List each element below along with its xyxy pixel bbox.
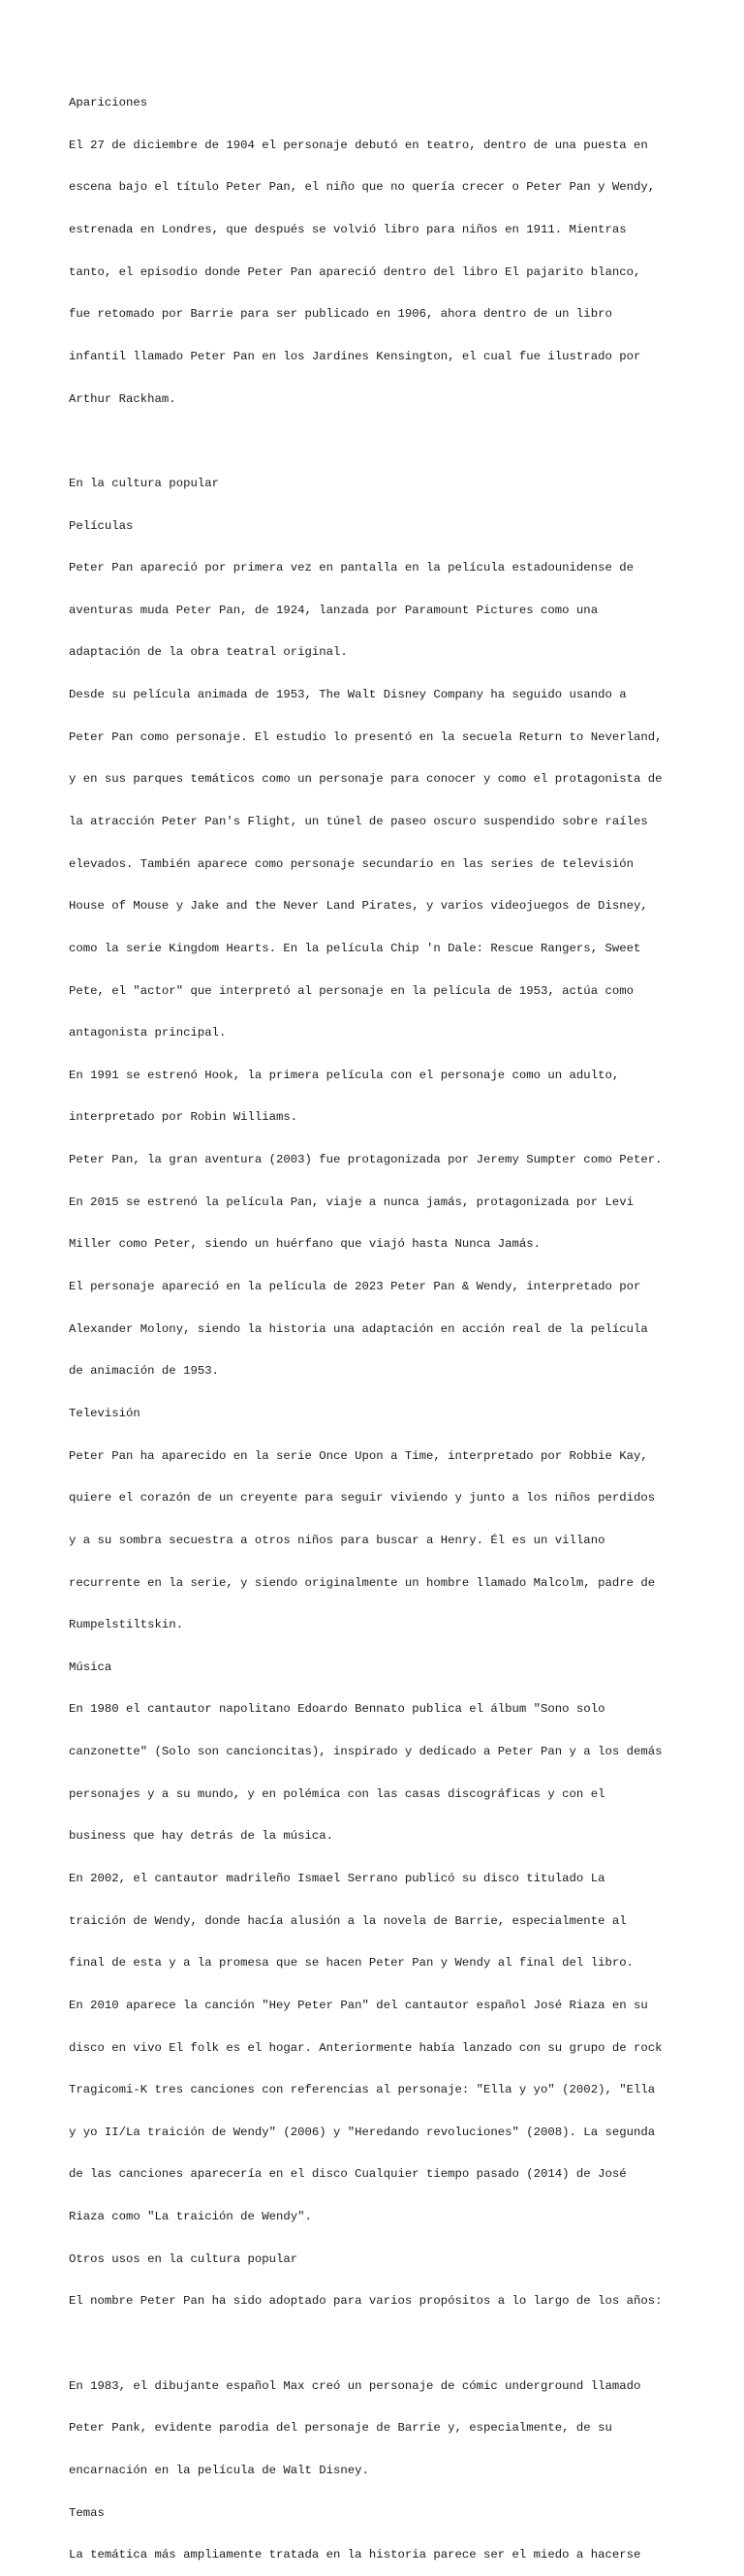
text-line: En 2010 aparece la canción "Hey Peter Pan" del cantautor español José Riaza en su bbox=[69, 1998, 648, 2012]
section-heading: Apariciones bbox=[69, 96, 148, 110]
text-line: Tragicomi-K tres canciones con referencias al personaje: "Ella y yo" (2002), "Ella bbox=[69, 2083, 656, 2097]
text-line: la atracción Peter Pan's Flight, un túnel de paseo oscuro suspendido sobre raíles bbox=[69, 814, 648, 828]
subsection-heading: Música bbox=[69, 1660, 112, 1674]
text-line: personajes y a su mundo, y en polémica con las casas discográficas y con el bbox=[69, 1786, 605, 1801]
section-heading: En la cultura popular bbox=[69, 476, 219, 490]
text-line: En 1980 el cantautor napolitano Edoardo Bennato publica el álbum "Sono solo bbox=[69, 1702, 605, 1717]
text-line: recurrente en la serie, y siendo originalmente un hombre llamado Malcolm, padre de bbox=[69, 1575, 656, 1590]
blank-line bbox=[69, 2337, 737, 2351]
blank-line bbox=[69, 434, 737, 449]
text-line: House of Mouse y Jake and the Never Land Pirates, y varios videojuegos de Disney, bbox=[69, 899, 648, 914]
text-line: fue retomado por Barrie para ser publicado en 1906, ahora dentro de un libro bbox=[69, 307, 612, 322]
text-line: Desde su película animada de 1953, The Walt Disney Company ha seguido usando a bbox=[69, 688, 627, 702]
text-line: Peter Pan apareció por primera vez en pantalla en la película estadounidense de bbox=[69, 561, 634, 575]
text-line: y a su sombra secuestra a otros niños para buscar a Henry. Él es un villano bbox=[69, 1533, 605, 1547]
text-line: disco en vivo El folk es el hogar. Anteriormente había lanzado con su grupo de rock bbox=[69, 2040, 663, 2055]
text-line: interpretado por Robin Williams. bbox=[69, 1110, 298, 1125]
text-line: antagonista principal. bbox=[69, 1026, 227, 1040]
subsection-heading: Películas bbox=[69, 518, 134, 533]
text-line: como la serie Kingdom Hearts. En la película Chip 'n Dale: Rescue Rangers, Sweet bbox=[69, 941, 641, 955]
text-line: Pete, el "actor" que interpretó al personaje en la película de 1953, actúa como bbox=[69, 983, 634, 998]
text-line: elevados. También aparece como personaje secundario en las series de televisión bbox=[69, 856, 634, 871]
text-line: Miller como Peter, siendo un huérfano que viajó hasta Nunca Jamás. bbox=[69, 1237, 542, 1252]
text-line: aventuras muda Peter Pan, de 1924, lanzada por Paramount Pictures como una bbox=[69, 603, 599, 617]
text-line: Rumpelstiltskin. bbox=[69, 1618, 184, 1632]
subsection-heading: Televisión bbox=[69, 1406, 140, 1420]
text-line: En 2015 se estrenó la película Pan, viaje a nunca jamás, protagonizada por Levi bbox=[69, 1195, 634, 1209]
section-heading: Temas bbox=[69, 2505, 105, 2520]
text-line: de las canciones aparecería en el disco Cualquier tiempo pasado (2014) de José bbox=[69, 2167, 627, 2182]
text-line: Peter Pan, la gran aventura (2003) fue protagonizada por Jeremy Sumpter como Peter. bbox=[69, 1153, 663, 1167]
text-line: encarnación en la película de Walt Disney. bbox=[69, 2463, 369, 2477]
text-line: y en sus parques temáticos como un personaje para conocer y como el protagonista de bbox=[69, 772, 663, 787]
text-line: y yo II/La traición de Wendy" (2006) y "Heredando revoluciones" (2008). La segunda bbox=[69, 2125, 656, 2139]
text-line: En 2002, el cantautor madrileño Ismael Serrano publicó su disco titulado La bbox=[69, 1872, 605, 1885]
text-line: infantil llamado Peter Pan en los Jardines Kensington, el cual fue ilustrado por bbox=[69, 349, 641, 363]
text-line: Peter Pank, evidente parodia del personaje de Barrie y, especialmente, de su bbox=[69, 2421, 612, 2436]
text-line: En 1991 se estrenó Hook, la primera película con el personaje como un adulto, bbox=[69, 1068, 620, 1082]
text-line: escena bajo el título Peter Pan, el niño que no quería crecer o Peter Pan y Wendy, bbox=[69, 180, 656, 195]
text-line: business que hay detrás de la música. bbox=[69, 1829, 334, 1844]
text-line: canzonette" (Solo son cancioncitas), inspirado y dedicado a Peter Pan y a los demás bbox=[69, 1745, 663, 1759]
document-body bbox=[69, 68, 737, 2576]
text-line: Alexander Molony, siendo la historia una adaptación en acción real de la película bbox=[69, 1321, 648, 1336]
text-line: traición de Wendy, donde hacía alusión a la novela de Barrie, especialmente al bbox=[69, 1913, 627, 1928]
text-line: En 1983, el dibujante español Max creó un personaje de cómic underground llamado bbox=[69, 2378, 641, 2393]
text-line: El nombre Peter Pan ha sido adoptado para varios propósitos a lo largo de los años: bbox=[69, 2294, 663, 2309]
text-line: Arthur Rackham. bbox=[69, 391, 176, 406]
text-line: Peter Pan ha aparecido en la serie Once Upon a Time, interpretado por Robbie Kay, bbox=[69, 1448, 648, 1463]
text-line: Riaza como "La traición de Wendy". bbox=[69, 2210, 312, 2224]
text-line: final de esta y a la promesa que se hacen Peter Pan y Wendy al final del libro. bbox=[69, 1956, 634, 1971]
text-line: El personaje apareció en la película de 2023 Peter Pan & Wendy, interpretado por bbox=[69, 1280, 641, 1294]
text-line: Peter Pan como personaje. El estudio lo presentó en la secuela Return to Neverland, bbox=[69, 729, 663, 744]
text-line: adaptación de la obra teatral original. bbox=[69, 645, 348, 660]
text-line: tanto, el episodio donde Peter Pan apareció dentro del libro El pajarito blanco, bbox=[69, 264, 641, 279]
text-line: estrenada en Londres, que después se volvió libro para niños en 1911. Mientras bbox=[69, 223, 627, 237]
text-line: quiere el corazón de un creyente para seguir viviendo y junto a los niños perdidos bbox=[69, 1491, 656, 1505]
text-line: La temática más ampliamente tratada en la historia parece ser el miedo a hacerse bbox=[69, 2548, 641, 2562]
text-line: de animación de 1953. bbox=[69, 1364, 219, 1379]
subsection-heading: Otros usos en la cultura popular bbox=[69, 2251, 298, 2266]
text-line: El 27 de diciembre de 1904 el personaje debutó en teatro, dentro de una puesta en bbox=[69, 138, 648, 152]
